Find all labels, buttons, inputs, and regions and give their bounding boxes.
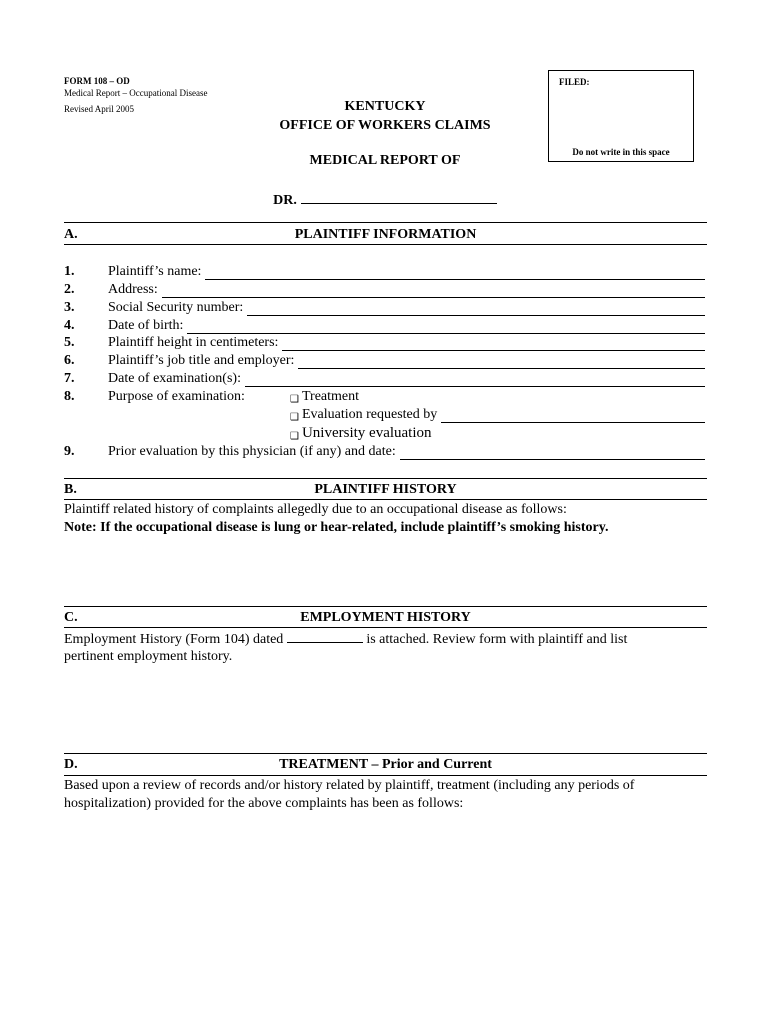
divider — [64, 478, 707, 479]
divider — [64, 753, 707, 754]
dob-field[interactable] — [187, 321, 705, 334]
item-number: 8. — [64, 389, 75, 404]
item-label: Plaintiff’s job title and employer: — [108, 353, 295, 368]
item-number: 6. — [64, 353, 75, 368]
option-label: Evaluation requested by — [301, 407, 438, 422]
item-label: Prior evaluation by this physician (if any) and date: — [108, 444, 396, 459]
text-part: is attached. Review form with plaintiff and list — [362, 632, 628, 647]
item-number: 1. — [64, 264, 75, 279]
section-c-text-line2: pertinent employment history. — [64, 649, 233, 664]
ssn-field[interactable] — [247, 303, 705, 316]
divider — [64, 244, 707, 245]
exam-date-row — [108, 371, 705, 387]
filed-box — [548, 70, 694, 162]
section-c-title: EMPLOYMENT HISTORY — [300, 610, 471, 625]
evaluation-option[interactable] — [290, 407, 705, 423]
prior-eval-field[interactable] — [400, 447, 705, 460]
item-label: Purpose of examination: — [108, 389, 245, 404]
ssn-row — [108, 300, 705, 316]
item-number: 3. — [64, 300, 75, 315]
treatment-option[interactable] — [290, 389, 705, 405]
section-d-text: Based upon a review of records and/or history related by plaintiff, treatment (including any periods of — [64, 778, 635, 793]
address-row — [108, 282, 705, 298]
section-b-letter: B. — [64, 482, 77, 497]
item-label: Date of birth: — [108, 318, 184, 333]
item-number: 9. — [64, 444, 75, 459]
divider — [64, 222, 707, 223]
section-d-text-line2: hospitalization) provided for the above complaints has been as follows: — [64, 796, 464, 811]
form-subtitle: Medical Report – Occupational Disease — [64, 88, 208, 98]
address-field[interactable] — [162, 285, 705, 298]
item-label: Plaintiff height in centimeters: — [108, 335, 279, 350]
height-field[interactable] — [282, 338, 705, 351]
text-part: Employment History (Form 104) dated — [64, 632, 287, 647]
item-number: 7. — [64, 371, 75, 386]
divider — [64, 606, 707, 607]
item-label: Address: — [108, 282, 158, 297]
prior-eval-row — [108, 444, 705, 460]
item-number: 4. — [64, 318, 75, 333]
section-b-title: PLAINTIFF HISTORY — [314, 482, 457, 497]
revised-date: Revised April 2005 — [64, 104, 134, 114]
checkbox-icon[interactable]: ❑ — [290, 394, 299, 405]
report-title: MEDICAL REPORT OF — [309, 153, 461, 168]
divider — [64, 627, 707, 628]
filed-note: Do not write in this space — [572, 147, 670, 157]
height-row — [108, 335, 705, 351]
purpose-row — [108, 389, 288, 405]
evaluation-requester-field[interactable] — [441, 410, 705, 423]
form-id: FORM 108 – OD — [64, 76, 130, 86]
section-a-letter: A. — [64, 227, 78, 242]
item-number: 2. — [64, 282, 75, 297]
filed-label: FILED: — [559, 77, 590, 87]
office-heading: OFFICE OF WORKERS CLAIMS — [279, 118, 491, 133]
divider — [64, 499, 707, 500]
item-label: Social Security number: — [108, 300, 244, 315]
university-option[interactable] — [290, 425, 705, 442]
form-104-date-field[interactable] — [287, 630, 363, 643]
checkbox-icon[interactable]: ❑ — [290, 431, 299, 442]
dob-row — [108, 318, 705, 334]
section-d-title: TREATMENT – Prior and Current — [279, 757, 492, 772]
section-b-note: Note: If the occupational disease is lung or hear-related, include plaintiff’s smoking history. — [64, 520, 609, 535]
option-label: University evaluation — [301, 425, 432, 441]
dr-label: DR. — [273, 193, 297, 208]
job-employer-field[interactable] — [298, 356, 705, 369]
doctor-line — [0, 189, 770, 209]
option-label: Treatment — [301, 389, 360, 404]
item-label: Plaintiff’s name: — [108, 264, 202, 279]
plaintiff-name-row — [108, 264, 705, 280]
section-a-title: PLAINTIFF INFORMATION — [294, 227, 477, 242]
job-row — [108, 353, 705, 369]
doctor-name-field[interactable] — [301, 189, 497, 204]
item-label: Date of examination(s): — [108, 371, 241, 386]
exam-date-field[interactable] — [245, 374, 705, 387]
section-d-letter: D. — [64, 757, 78, 772]
item-number: 5. — [64, 335, 75, 350]
divider — [64, 775, 707, 776]
section-c-text — [64, 630, 707, 649]
state-heading: KENTUCKY — [344, 99, 426, 114]
plaintiff-name-field[interactable] — [205, 267, 705, 280]
section-b-text: Plaintiff related history of complaints allegedly due to an occupational disease as follows: — [64, 502, 567, 517]
section-c-letter: C. — [64, 610, 78, 625]
checkbox-icon[interactable]: ❑ — [290, 412, 299, 423]
